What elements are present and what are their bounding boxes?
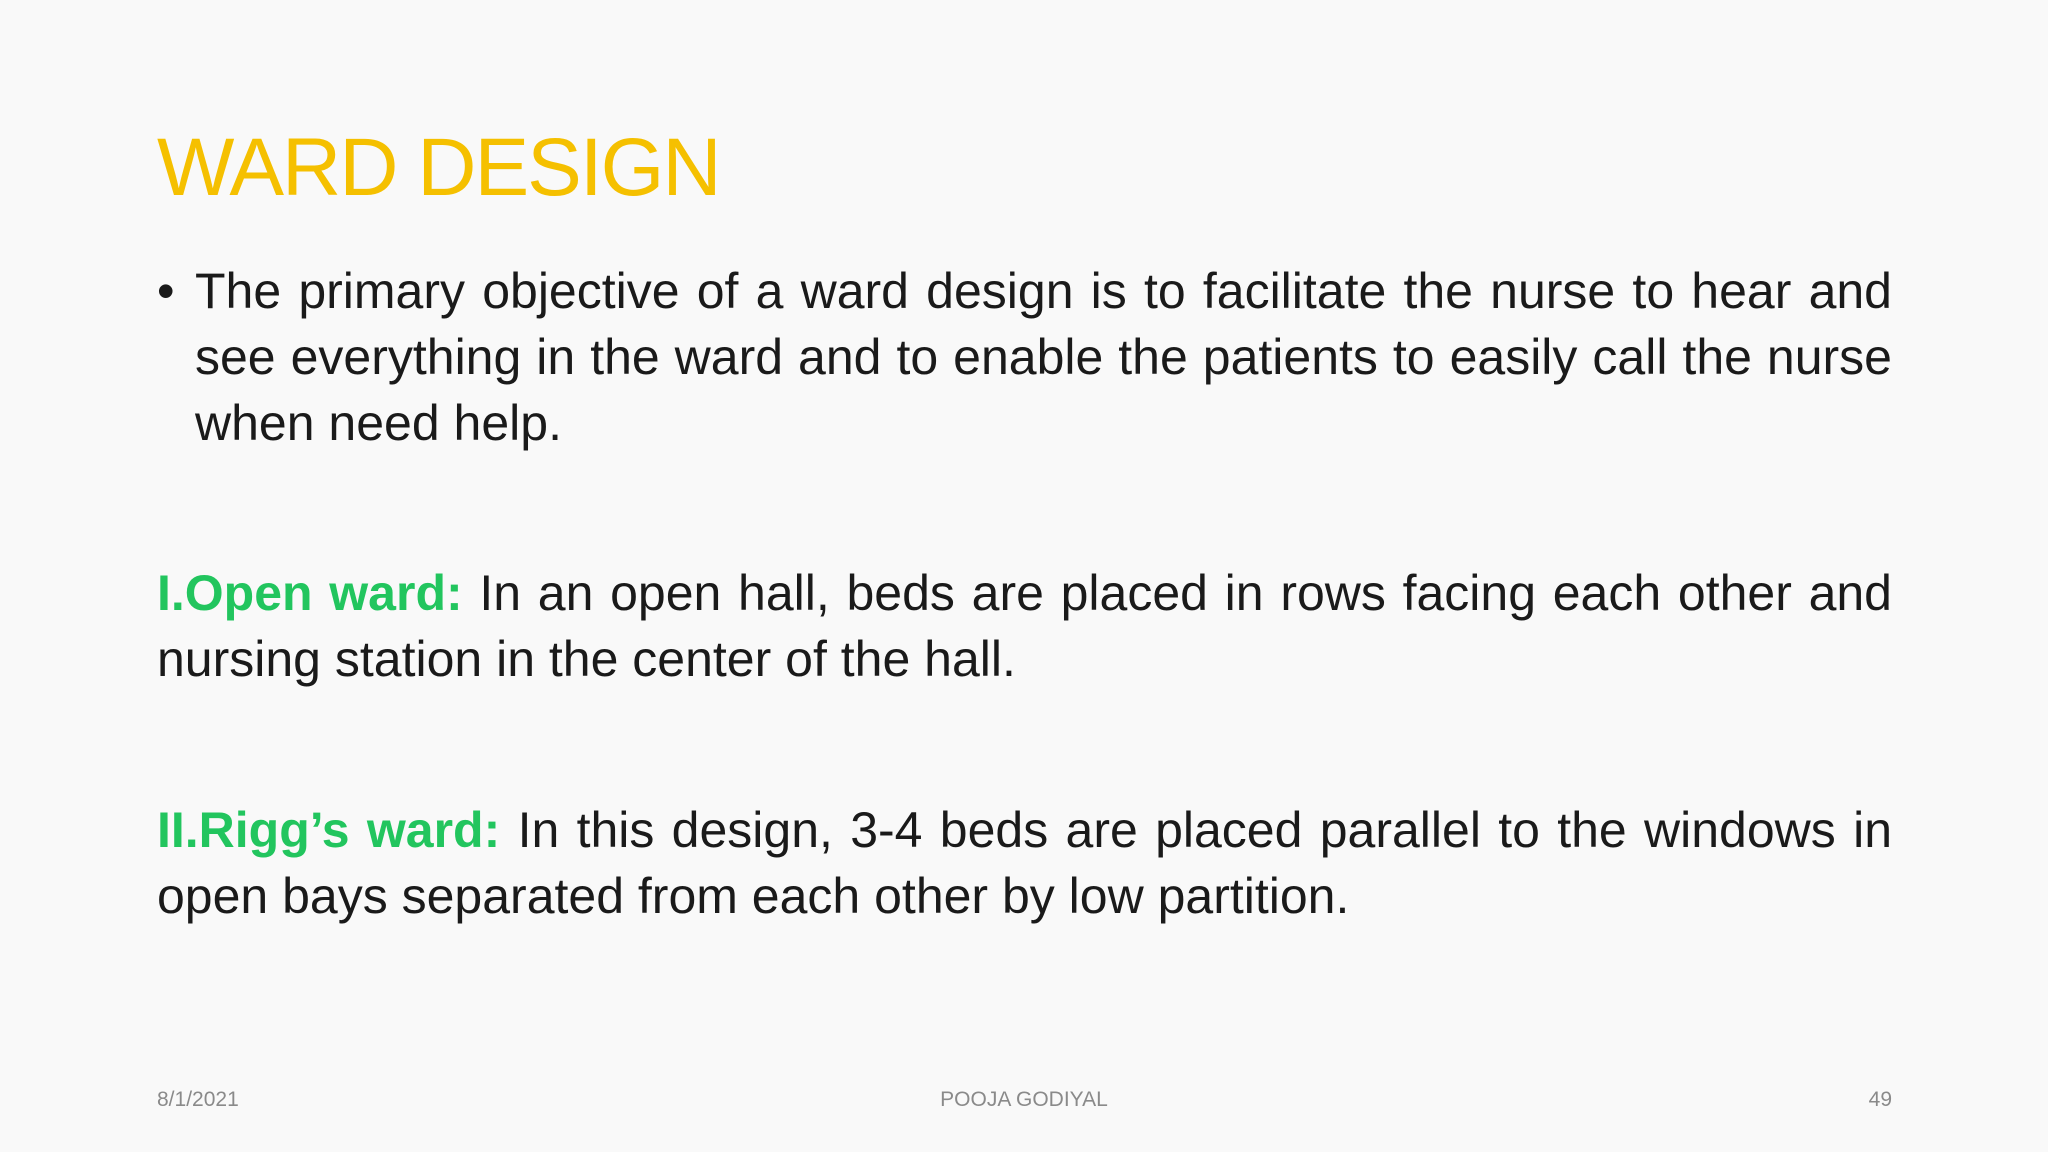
footer-date: 8/1/2021 xyxy=(157,1088,239,1111)
open-ward-label: I.Open ward: xyxy=(157,565,463,621)
open-ward-paragraph xyxy=(157,560,1892,692)
footer-author: POOJA GODIYAL xyxy=(940,1088,1108,1111)
bullet-list xyxy=(157,258,1892,456)
bullet-item xyxy=(157,258,1892,456)
footer-page-number: 49 xyxy=(1868,1088,1892,1111)
open-ward-text: In an open hall, beds are placed in rows facing each other and nursing station in the center of the hall. xyxy=(157,565,1892,687)
riggs-ward-paragraph xyxy=(157,797,1892,929)
slide-title: WARD DESIGN xyxy=(157,122,720,213)
bullet-text: The primary objective of a ward design is to facilitate the nurse to hear and see everything in the ward and to enable the patients to easily call the nurse when need help. xyxy=(195,263,1892,451)
riggs-ward-label: II.Rigg’s ward: xyxy=(157,802,501,858)
riggs-ward-text: In this design, 3-4 beds are placed parallel to the windows in open bays separated from each other by low partition. xyxy=(157,802,1893,924)
bullet-marker: • xyxy=(157,263,175,319)
